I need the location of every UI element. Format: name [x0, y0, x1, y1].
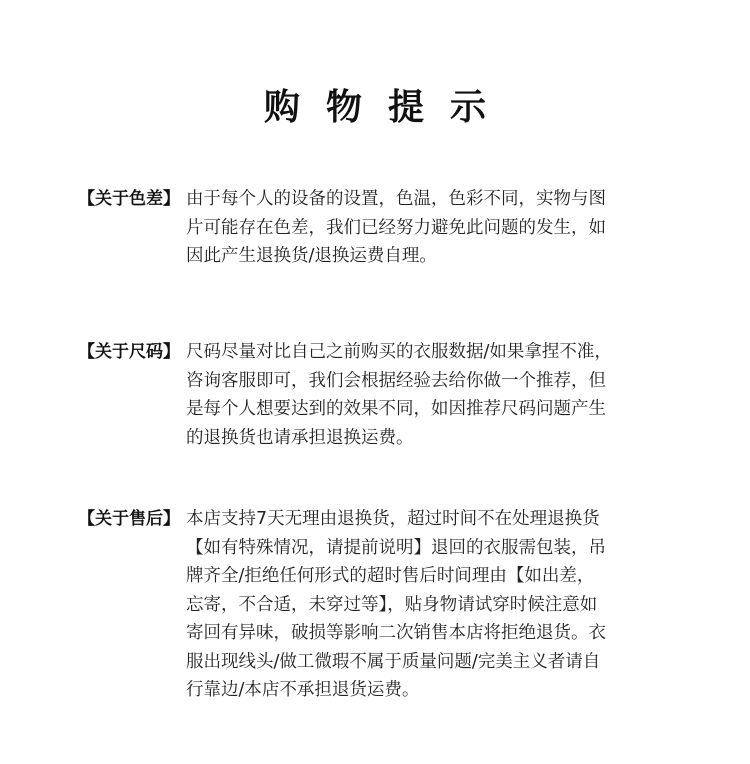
text-line: 片可能存在色差，我们已经努力避免此问题的发生，如 [186, 217, 606, 238]
text-line: 牌齐全/拒绝任何形式的超时售后时间理由【如出差， [186, 566, 595, 586]
text-line: 寄回有异味，破损等影响二次销售本店将拒绝退货。衣 [186, 623, 606, 643]
section-label-after-sales: 【关于售后】 [78, 509, 180, 529]
section-label-color: 【关于色差】 [78, 189, 180, 209]
text-line: 服出现线头/做工微瑕不属于质量问题/完美主义者请自 [186, 651, 601, 672]
section-label-size: 【关于尺码】 [78, 342, 180, 362]
text-line: 咨询客服即可，我们会根据经验去给你做一个推荐，但 [186, 370, 606, 391]
after-sales-section [78, 505, 668, 705]
section-body-after-sales [186, 505, 668, 705]
page-title: 购物提示 [263, 87, 512, 128]
text-line: 的退换货也请承担退换运费。 [186, 427, 414, 448]
text-line: 【如有特殊情况，请提前说明】退回的衣服需包装，吊 [186, 537, 606, 558]
text-line: 是每个人想要达到的效果不同，如因推荐尺码问题产生 [186, 399, 606, 419]
color-difference-section [78, 185, 668, 271]
text-line: 忘寄，不合适，未穿过等】，贴身物请试穿时候注意如 [186, 594, 598, 615]
text-line: 由于每个人的设备的设置，色温，色彩不同，实物与图 [186, 189, 606, 209]
section-body-size [186, 338, 668, 452]
text-line: 因此产生退换货/退换运费自理。 [186, 246, 437, 266]
section-body-color [186, 185, 668, 271]
size-section [78, 338, 668, 452]
text-line: 本店支持7天无理由退换货，超过时间不在处理退换货 [186, 509, 600, 529]
text-line: 尺码尽量对比自己之前购买的衣服数据/如果拿捏不准， [186, 342, 612, 362]
text-line: 行靠边/本店不承担退货运费。 [186, 680, 420, 700]
